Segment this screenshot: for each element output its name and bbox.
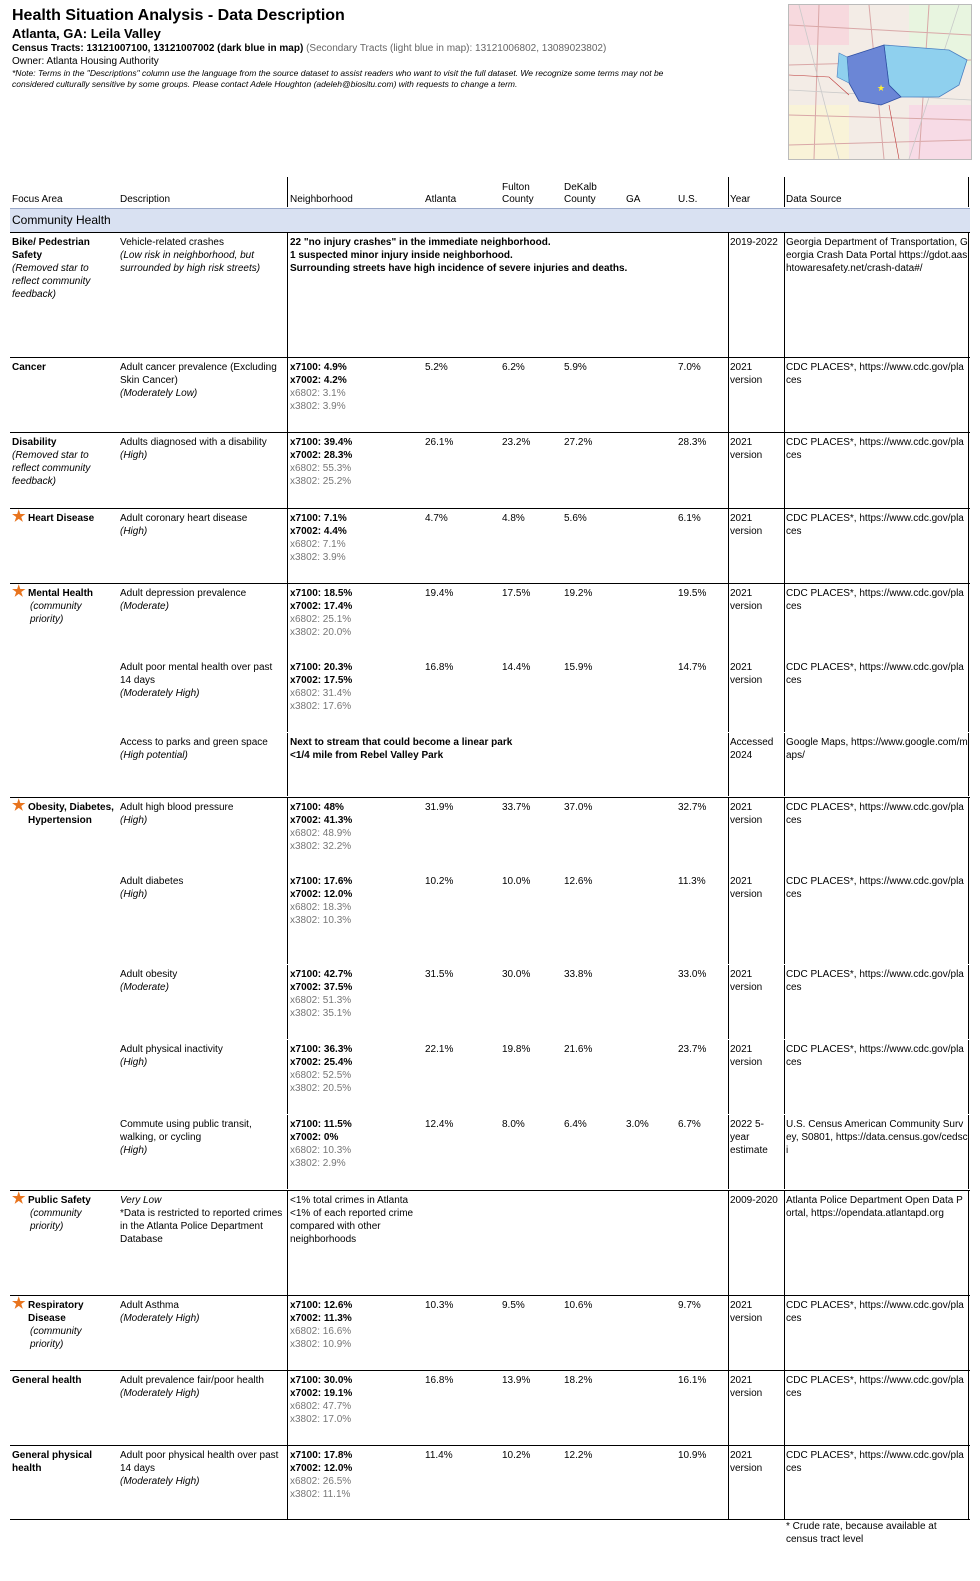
source-cell: CDC PLACES*, https://www.cdc.gov/places xyxy=(786,1375,964,1399)
census-tracts-line xyxy=(12,42,782,55)
priority-star-icon: ★ xyxy=(12,1295,26,1312)
focus-area-cell: Disability (Removed star to reflect community feedback) xyxy=(12,437,91,487)
atlanta-cell: 12.4% xyxy=(425,1119,454,1130)
neighborhood-cell: x7100: 17.6% x7002: 12.0% x6802: 18.3% x3802: 10.3% xyxy=(290,876,353,926)
col-dekalb: DeKalb County xyxy=(564,182,597,205)
table-row xyxy=(10,1445,970,1520)
year-cell: 2021 version xyxy=(730,588,763,612)
fulton-cell: 17.5% xyxy=(502,588,531,599)
description-cell: Adult coronary heart disease (High) xyxy=(120,513,248,537)
description-cell: Adult cancer prevalence (Excluding Skin Cancer) (Moderately Low) xyxy=(120,362,277,399)
description-cell: Adult diabetes (High) xyxy=(120,876,184,900)
neighborhood-cell: x7100: 18.5% x7002: 17.4% x6802: 25.1% x3802: 20.0% xyxy=(290,588,353,638)
year-cell: 2021 version xyxy=(730,513,763,537)
fulton-cell: 8.0% xyxy=(502,1119,525,1130)
atlanta-cell: 10.2% xyxy=(425,876,454,887)
priority-star-icon: ★ xyxy=(12,1190,26,1207)
dekalb-cell: 12.2% xyxy=(564,1450,593,1461)
table-row xyxy=(10,1370,970,1445)
col-atlanta: Atlanta xyxy=(425,194,457,205)
priority-star-icon: ★ xyxy=(12,583,26,600)
neighborhood-cell: <1% total crimes in Atlanta <1% of each reported crime compared with other neighborhoods xyxy=(290,1195,414,1245)
focus-area-cell: Cancer xyxy=(12,362,46,373)
year-cell: 2021 version xyxy=(730,1300,763,1324)
us-cell: 19.5% xyxy=(678,588,707,599)
focus-area-cell: ★ Public Safety (community priority) xyxy=(12,1190,91,1232)
fulton-cell: 9.5% xyxy=(502,1300,525,1311)
neighborhood-cell: x7100: 11.5% x7002: 0% x6802: 10.3% x3802: 2.9% xyxy=(290,1119,352,1169)
source-cell: CDC PLACES*, https://www.cdc.gov/places xyxy=(786,1450,964,1474)
neighborhood-cell: x7100: 4.9% x7002: 4.2% x6802: 3.1% x3802: 3.9% xyxy=(290,362,347,412)
us-cell: 6.7% xyxy=(678,1119,701,1130)
us-cell: 28.3% xyxy=(678,437,707,448)
year-cell: 2009-2020 xyxy=(730,1195,778,1206)
neighborhood-cell: x7100: 42.7% x7002: 37.5% x6802: 51.3% x3802: 35.1% xyxy=(290,969,353,1019)
focus-area-cell: ★ Obesity, Diabetes, Hypertension xyxy=(12,797,114,826)
source-cell: CDC PLACES*, https://www.cdc.gov/places xyxy=(786,1044,964,1068)
fulton-cell: 6.2% xyxy=(502,362,525,373)
table-row xyxy=(10,1115,970,1189)
us-cell: 10.9% xyxy=(678,1450,707,1461)
atlanta-cell: 19.4% xyxy=(425,588,454,599)
focus-area-cell: ★ Heart Disease xyxy=(12,508,95,525)
year-cell: 2021 version xyxy=(730,437,763,461)
description-cell: Adult poor physical health over past 14 days (Moderately High) xyxy=(120,1450,279,1487)
source-cell: CDC PLACES*, https://www.cdc.gov/places xyxy=(786,513,964,537)
table-row xyxy=(10,658,970,732)
atlanta-cell: 11.4% xyxy=(425,1450,453,1461)
source-cell: CDC PLACES*, https://www.cdc.gov/places xyxy=(786,588,964,612)
dekalb-cell: 37.0% xyxy=(564,802,593,813)
col-data-source: Data Source xyxy=(786,194,842,205)
fulton-cell: 23.2% xyxy=(502,437,531,448)
us-cell: 9.7% xyxy=(678,1300,701,1311)
table-row xyxy=(10,965,970,1039)
focus-area-cell: Bike/ Pedestrian Safety (Removed star to reflect community feedback) xyxy=(12,237,91,300)
table-row xyxy=(10,508,970,583)
dekalb-cell: 19.2% xyxy=(564,588,593,599)
table-row xyxy=(10,1295,970,1370)
year-cell: 2021 version xyxy=(730,362,763,386)
table-row xyxy=(10,583,970,658)
atlanta-cell: 5.2% xyxy=(425,362,448,373)
fulton-cell: 13.9% xyxy=(502,1375,531,1386)
fulton-cell: 14.4% xyxy=(502,662,531,673)
us-cell: 33.0% xyxy=(678,969,707,980)
table-row xyxy=(10,797,970,872)
source-cell: CDC PLACES*, https://www.cdc.gov/places xyxy=(786,969,964,993)
col-focus-area: Focus Area xyxy=(12,194,63,205)
source-cell: CDC PLACES*, https://www.cdc.gov/places xyxy=(786,876,964,900)
table-row xyxy=(10,1040,970,1114)
dekalb-cell: 18.2% xyxy=(564,1375,593,1386)
description-cell: Adult poor mental health over past 14 days (Moderately High) xyxy=(120,662,273,699)
source-cell: CDC PLACES*, https://www.cdc.gov/places xyxy=(786,362,964,386)
source-cell: Georgia Department of Transportation, Georgia Crash Data Portal https://gdot.aashtowaresafety.net/crash-data#/ xyxy=(786,237,968,274)
atlanta-cell: 4.7% xyxy=(425,513,448,524)
neighborhood-cell: x7100: 12.6% x7002: 11.3% x6802: 16.6% x3802: 10.9% xyxy=(290,1300,353,1350)
fulton-cell: 19.8% xyxy=(502,1044,531,1055)
description-cell: Vehicle-related crashes (Low risk in neighborhood, but surrounded by high risk streets) xyxy=(120,237,261,274)
atlanta-cell: 16.8% xyxy=(425,1375,454,1386)
us-cell: 6.1% xyxy=(678,513,701,524)
dekalb-cell: 12.6% xyxy=(564,876,593,887)
table-row xyxy=(10,357,970,432)
neighborhood-cell: Next to stream that could become a linear park <1/4 mile from Rebel Valley Park xyxy=(290,737,513,761)
dekalb-cell: 15.9% xyxy=(564,662,593,673)
fulton-cell: 10.0% xyxy=(502,876,531,887)
year-cell: 2021 version xyxy=(730,969,763,993)
section-title: Community Health xyxy=(12,213,111,227)
table-row xyxy=(10,1190,970,1295)
census-tracts-primary: Census Tracts: 13121007100, 13121007002 (dark blue in map) xyxy=(12,43,304,54)
us-cell: 32.7% xyxy=(678,802,707,813)
atlanta-cell: 10.3% xyxy=(425,1300,454,1311)
document-subtitle: Atlanta, GA: Leila Valley xyxy=(12,26,161,41)
table-row xyxy=(10,232,970,357)
neighborhood-cell: 22 "no injury crashes" in the immediate neighborhood. 1 suspected minor injury inside neighborhood. Surrounding streets have high incidence of severe injuries and deaths. xyxy=(290,237,628,274)
fulton-cell: 4.8% xyxy=(502,513,525,524)
source-cell: Google Maps, https://www.google.com/maps/ xyxy=(786,737,968,761)
svg-text:★: ★ xyxy=(877,84,886,94)
focus-area-cell: ★ Respiratory Disease (community priority) xyxy=(12,1295,84,1350)
atlanta-cell: 16.8% xyxy=(425,662,454,673)
focus-area-cell: General physical health xyxy=(12,1450,93,1474)
neighborhood-cell: x7100: 7.1% x7002: 4.4% x6802: 7.1% x3802: 3.9% xyxy=(290,513,347,563)
neighborhood-cell: x7100: 20.3% x7002: 17.5% x6802: 31.4% x3802: 17.6% xyxy=(290,662,353,712)
us-cell: 7.0% xyxy=(678,362,701,373)
atlanta-cell: 31.9% xyxy=(425,802,454,813)
source-cell: U.S. Census American Community Survey, S0801, https://data.census.gov/cedsci xyxy=(786,1119,968,1156)
col-description: Description xyxy=(120,194,171,205)
dekalb-cell: 6.4% xyxy=(564,1119,587,1130)
census-tracts-secondary: (Secondary Tracts (light blue in map): 13121006802, 13089023802) xyxy=(306,43,607,54)
neighborhood-cell: x7100: 36.3% x7002: 25.4% x6802: 52.5% x3802: 20.5% xyxy=(290,1044,353,1094)
neighborhood-cell: x7100: 48% x7002: 41.3% x6802: 48.9% x3802: 32.2% xyxy=(290,802,353,852)
focus-area-cell: ★ Mental Health (community priority) xyxy=(12,583,94,625)
dekalb-cell: 27.2% xyxy=(564,437,593,448)
dekalb-cell: 10.6% xyxy=(564,1300,593,1311)
divider xyxy=(784,177,785,207)
col-neighborhood: Neighborhood xyxy=(290,194,353,205)
fulton-cell: 33.7% xyxy=(502,802,531,813)
year-cell: Accessed 2024 xyxy=(730,737,774,761)
year-cell: 2021 version xyxy=(730,876,763,900)
dekalb-cell: 5.9% xyxy=(564,362,587,373)
description-cell: Very Low *Data is restricted to reported crimes in the Atlanta Police Department Database xyxy=(120,1195,283,1245)
terminology-note: *Note: Terms in the "Descriptions" column use the language from the source dataset to assist readers who want to visit the full dataset. We recognize some terms may not be considered culturally sensitive by some groups. Please contact Adele Houghton (adeleh@biositu.com) with requests to change a term. xyxy=(12,68,664,89)
col-ga: GA xyxy=(626,194,641,205)
priority-star-icon: ★ xyxy=(12,797,26,814)
us-cell: 23.7% xyxy=(678,1044,707,1055)
neighborhood-cell: x7100: 39.4% x7002: 28.3% x6802: 55.3% x3802: 25.2% xyxy=(290,437,353,487)
footnote: * Crude rate, because available at census tract level xyxy=(786,1521,937,1545)
atlanta-cell: 26.1% xyxy=(425,437,454,448)
ga-cell: 3.0% xyxy=(626,1119,649,1130)
divider xyxy=(968,177,969,207)
col-year: Year xyxy=(730,194,751,205)
table-row xyxy=(10,733,970,796)
year-cell: 2021 version xyxy=(730,1450,763,1474)
description-cell: Adult Asthma (Moderately High) xyxy=(120,1300,200,1324)
col-fulton: Fulton County xyxy=(502,182,534,205)
dekalb-cell: 5.6% xyxy=(564,513,587,524)
owner-line: Owner: Atlanta Housing Authority xyxy=(12,56,159,67)
map-image xyxy=(789,5,971,159)
year-cell: 2022 5-year estimate xyxy=(730,1119,768,1156)
year-cell: 2021 version xyxy=(730,802,763,826)
neighborhood-cell: x7100: 17.8% x7002: 12.0% x6802: 26.5% x3802: 11.1% xyxy=(290,1450,353,1500)
neighborhood-cell: x7100: 30.0% x7002: 19.1% x6802: 47.7% x3802: 17.0% xyxy=(290,1375,353,1425)
table-row xyxy=(10,872,970,964)
document-title: Health Situation Analysis - Data Description xyxy=(12,7,345,24)
table-header-row xyxy=(10,177,970,207)
us-cell: 16.1% xyxy=(678,1375,707,1386)
description-cell: Adults diagnosed with a disability (High) xyxy=(120,437,267,461)
source-cell: CDC PLACES*, https://www.cdc.gov/places xyxy=(786,437,964,461)
priority-star-icon: ★ xyxy=(12,508,26,525)
dekalb-cell: 21.6% xyxy=(564,1044,593,1055)
table-row xyxy=(10,432,970,508)
source-cell: Atlanta Police Department Open Data Portal, https://opendata.atlantapd.org xyxy=(786,1195,963,1219)
document-header xyxy=(12,6,782,90)
description-cell: Access to parks and green space (High potential) xyxy=(120,737,268,761)
fulton-cell: 10.2% xyxy=(502,1450,531,1461)
fulton-cell: 30.0% xyxy=(502,969,531,980)
section-band xyxy=(10,208,970,232)
year-cell: 2021 version xyxy=(730,1375,763,1399)
atlanta-cell: 31.5% xyxy=(425,969,454,980)
source-cell: CDC PLACES*, https://www.cdc.gov/places xyxy=(786,802,964,826)
year-cell: 2021 version xyxy=(730,1044,763,1068)
census-tract-map xyxy=(788,4,972,160)
description-cell: Adult obesity (Moderate) xyxy=(120,969,178,993)
divider xyxy=(728,177,729,207)
description-cell: Adult prevalence fair/poor health (Moderately High) xyxy=(120,1375,264,1399)
source-cell: CDC PLACES*, https://www.cdc.gov/places xyxy=(786,1300,964,1324)
dekalb-cell: 33.8% xyxy=(564,969,593,980)
description-cell: Adult physical inactivity (High) xyxy=(120,1044,223,1068)
source-cell: CDC PLACES*, https://www.cdc.gov/places xyxy=(786,662,964,686)
description-cell: Adult depression prevalence (Moderate) xyxy=(120,588,247,612)
focus-area-cell: General health xyxy=(12,1375,82,1386)
year-cell: 2021 version xyxy=(730,662,763,686)
col-us: U.S. xyxy=(678,194,698,205)
divider xyxy=(287,177,288,207)
description-cell: Adult high blood pressure (High) xyxy=(120,802,234,826)
description-cell: Commute using public transit, walking, or cycling (High) xyxy=(120,1119,252,1156)
us-cell: 11.3% xyxy=(678,876,706,887)
year-cell: 2019-2022 xyxy=(730,237,778,248)
us-cell: 14.7% xyxy=(678,662,707,673)
atlanta-cell: 22.1% xyxy=(425,1044,454,1055)
